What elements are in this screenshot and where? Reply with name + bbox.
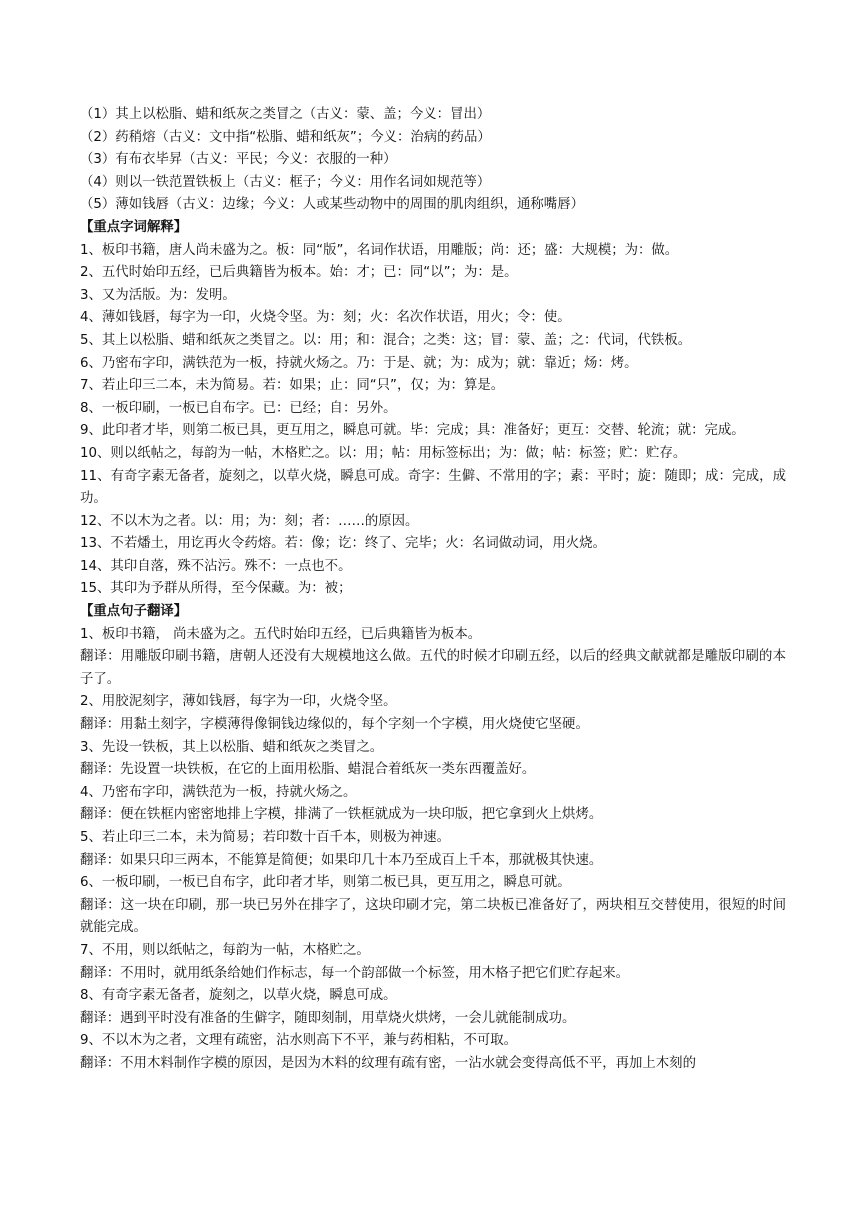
sentence-translation-1: 翻译：用雕版印刷书籍，唐朝人还没有大规模地这么做。五代的时候才印刷五经，以后的经典文献就都是雕版印刷的本子了。 [80,649,786,687]
sentence-original-1: 1、板印书籍， 尚未盛为之。五代时始印五经，已后典籍皆为板本。 [80,626,482,642]
word-item-14: 14、其印自落，殊不沾污。殊不：一点也不。 [80,558,352,574]
sentence-original-9: 9、不以木为之者，文理有疏密，沾水则高下不平，兼与药相粘，不可取。 [80,1033,518,1049]
sentence-translation-9: 翻译：不用木料制作字模的原因，是因为木料的纹理有疏有密，一沾水就会变得高低不平，再加上木刻的 [80,1055,696,1071]
sentence-translation-2: 翻译：用黏土刻字，字模薄得像铜钱边缘似的，每个字刻一个字模，用火烧使它坚硬。 [80,717,589,733]
word-item-3: 3、又为活版。为：发明。 [80,287,236,303]
gujin-item-5: （5）薄如钱唇（古义：边缘；今义：人或某些动物中的周围的肌肉组织，通称嘴唇） [80,197,584,213]
word-item-6: 6、乃密布字印，满铁范为一板，持就火炀之。乃：于是、就；为：成为；就：靠近；炀：烤。 [80,355,638,371]
sentences-heading: 【重点句子翻译】 [80,604,188,620]
word-item-15: 15、其印为予群从所得，至今保藏。为：被； [80,581,352,597]
sentence-original-2: 2、用胶泥刻字，薄如钱唇，每字为一印，火烧令坚。 [80,694,397,710]
word-item-5: 5、其上以松脂、蜡和纸灰之类冒之。以：用；和：混合；之类：这；冒：蒙、盖；之：代词，代铁板。 [80,332,692,348]
gujin-item-2: （2）药稍熔（古义：文中指“松脂、蜡和纸灰”；今义：治病的药品） [80,129,491,145]
sentence-original-6: 6、一板印刷，一板已自布字，此印者才毕，则第二板已具，更互用之，瞬息可就。 [80,875,571,891]
sentences-list [80,624,786,1076]
sentence-original-5: 5、若止印三二本，未为简易；若印数十百千本，则极为神速。 [80,830,451,845]
word-item-7: 7、若止印三二本，未为简易。若：如果；止：同“只”，仅；为：算是。 [80,378,505,394]
word-item-1: 1、板印书籍，唐人尚未盛为之。板：同“版”，名词作状语，用雕版；尚：还；盛：大规模；为：做。 [80,242,679,258]
word-item-9: 9、此印者才毕，则第二板已具，更互用之，瞬息可就。毕：完成；具：准备好；更互：交替、轮流；就：完成。 [80,423,745,439]
gujin-item-4: （4）则以一铁范置铁板上（古义：框子；今义：用作名词如规范等） [80,174,491,190]
words-heading: 【重点字词解释】 [80,219,188,235]
sentence-translation-7: 翻译：不用时，就用纸条给她们作标志，每一个韵部做一个标签，用木格子把它们贮存起来。 [80,965,630,981]
word-item-11: 11、有奇字素无备者，旋刻之，以草火烧，瞬息可成。奇字：生僻、不常用的字；素：平时；旋：随即；成：完成，成功。 [80,468,786,507]
sentence-translation-4: 翻译：便在铁框内密密地排上字模，排满了一铁框就成为一块印版，把它拿到火上烘烤。 [80,807,603,823]
word-item-12: 12、不以木为之者。以：用；为：刻；者：……的原因。 [80,513,419,529]
sentence-translation-6: 翻译：这一块在印刷，那一块已另外在排字了，这块印刷才完，第二块板已准备好了，两块相互交替使用，很短的时间就能完成。 [80,897,786,936]
gujin-list [80,104,786,217]
sentence-original-7: 7、不用，则以纸帖之，每韵为一帖，木格贮之。 [80,942,370,958]
gujin-item-3: （3）有布衣毕昇（古义：平民；今义：衣服的一种） [80,152,397,168]
word-item-8: 8、一板印刷，一板已自布字。已：已经；自：另外。 [80,400,397,416]
sentence-original-3: 3、先设一铁板，其上以松脂、蜡和纸灰之类冒之。 [80,739,384,755]
sentence-translation-3: 翻译：先设置一块铁板，在它的上面用松脂、蜡混合着纸灰一类东西覆盖好。 [80,762,536,778]
sentence-original-4: 4、乃密布字印，满铁范为一板，持就火炀之。 [80,784,357,800]
sentence-original-8: 8、有奇字素无备者，旋刻之，以草火烧，瞬息可成。 [80,988,397,1004]
word-item-2: 2、五代时始印五经，已后典籍皆为板本。始：才；已：同“以”；为：是。 [80,265,518,281]
word-item-4: 4、薄如钱唇，每字为一印，火烧令坚。为：刻；火：名次作状语，用火；令：使。 [80,310,571,326]
sentence-translation-5: 翻译：如果只印三两本，不能算是简便；如果印几十本乃至成百上千本，那就极其快速。 [80,852,603,868]
words-list [80,240,786,602]
sentence-translation-8: 翻译：遇到平时没有准备的生僻字，随即刻制，用草烧火烘烤，一会儿就能制成功。 [80,1010,576,1026]
word-item-13: 13、不若燔土，用讫再火令药熔。若：像；讫：终了、完毕；火：名词做动词，用火烧。 [80,536,606,552]
word-item-10: 10、则以纸帖之，每韵为一帖，木格贮之。以：用；帖：用标签标出；为：做；帖：标签；贮：贮存。 [80,445,687,461]
gujin-item-1: （1）其上以松脂、蜡和纸灰之类冒之（古义：蒙、盖；今义：冒出） [80,107,491,122]
document-page [80,104,786,1076]
